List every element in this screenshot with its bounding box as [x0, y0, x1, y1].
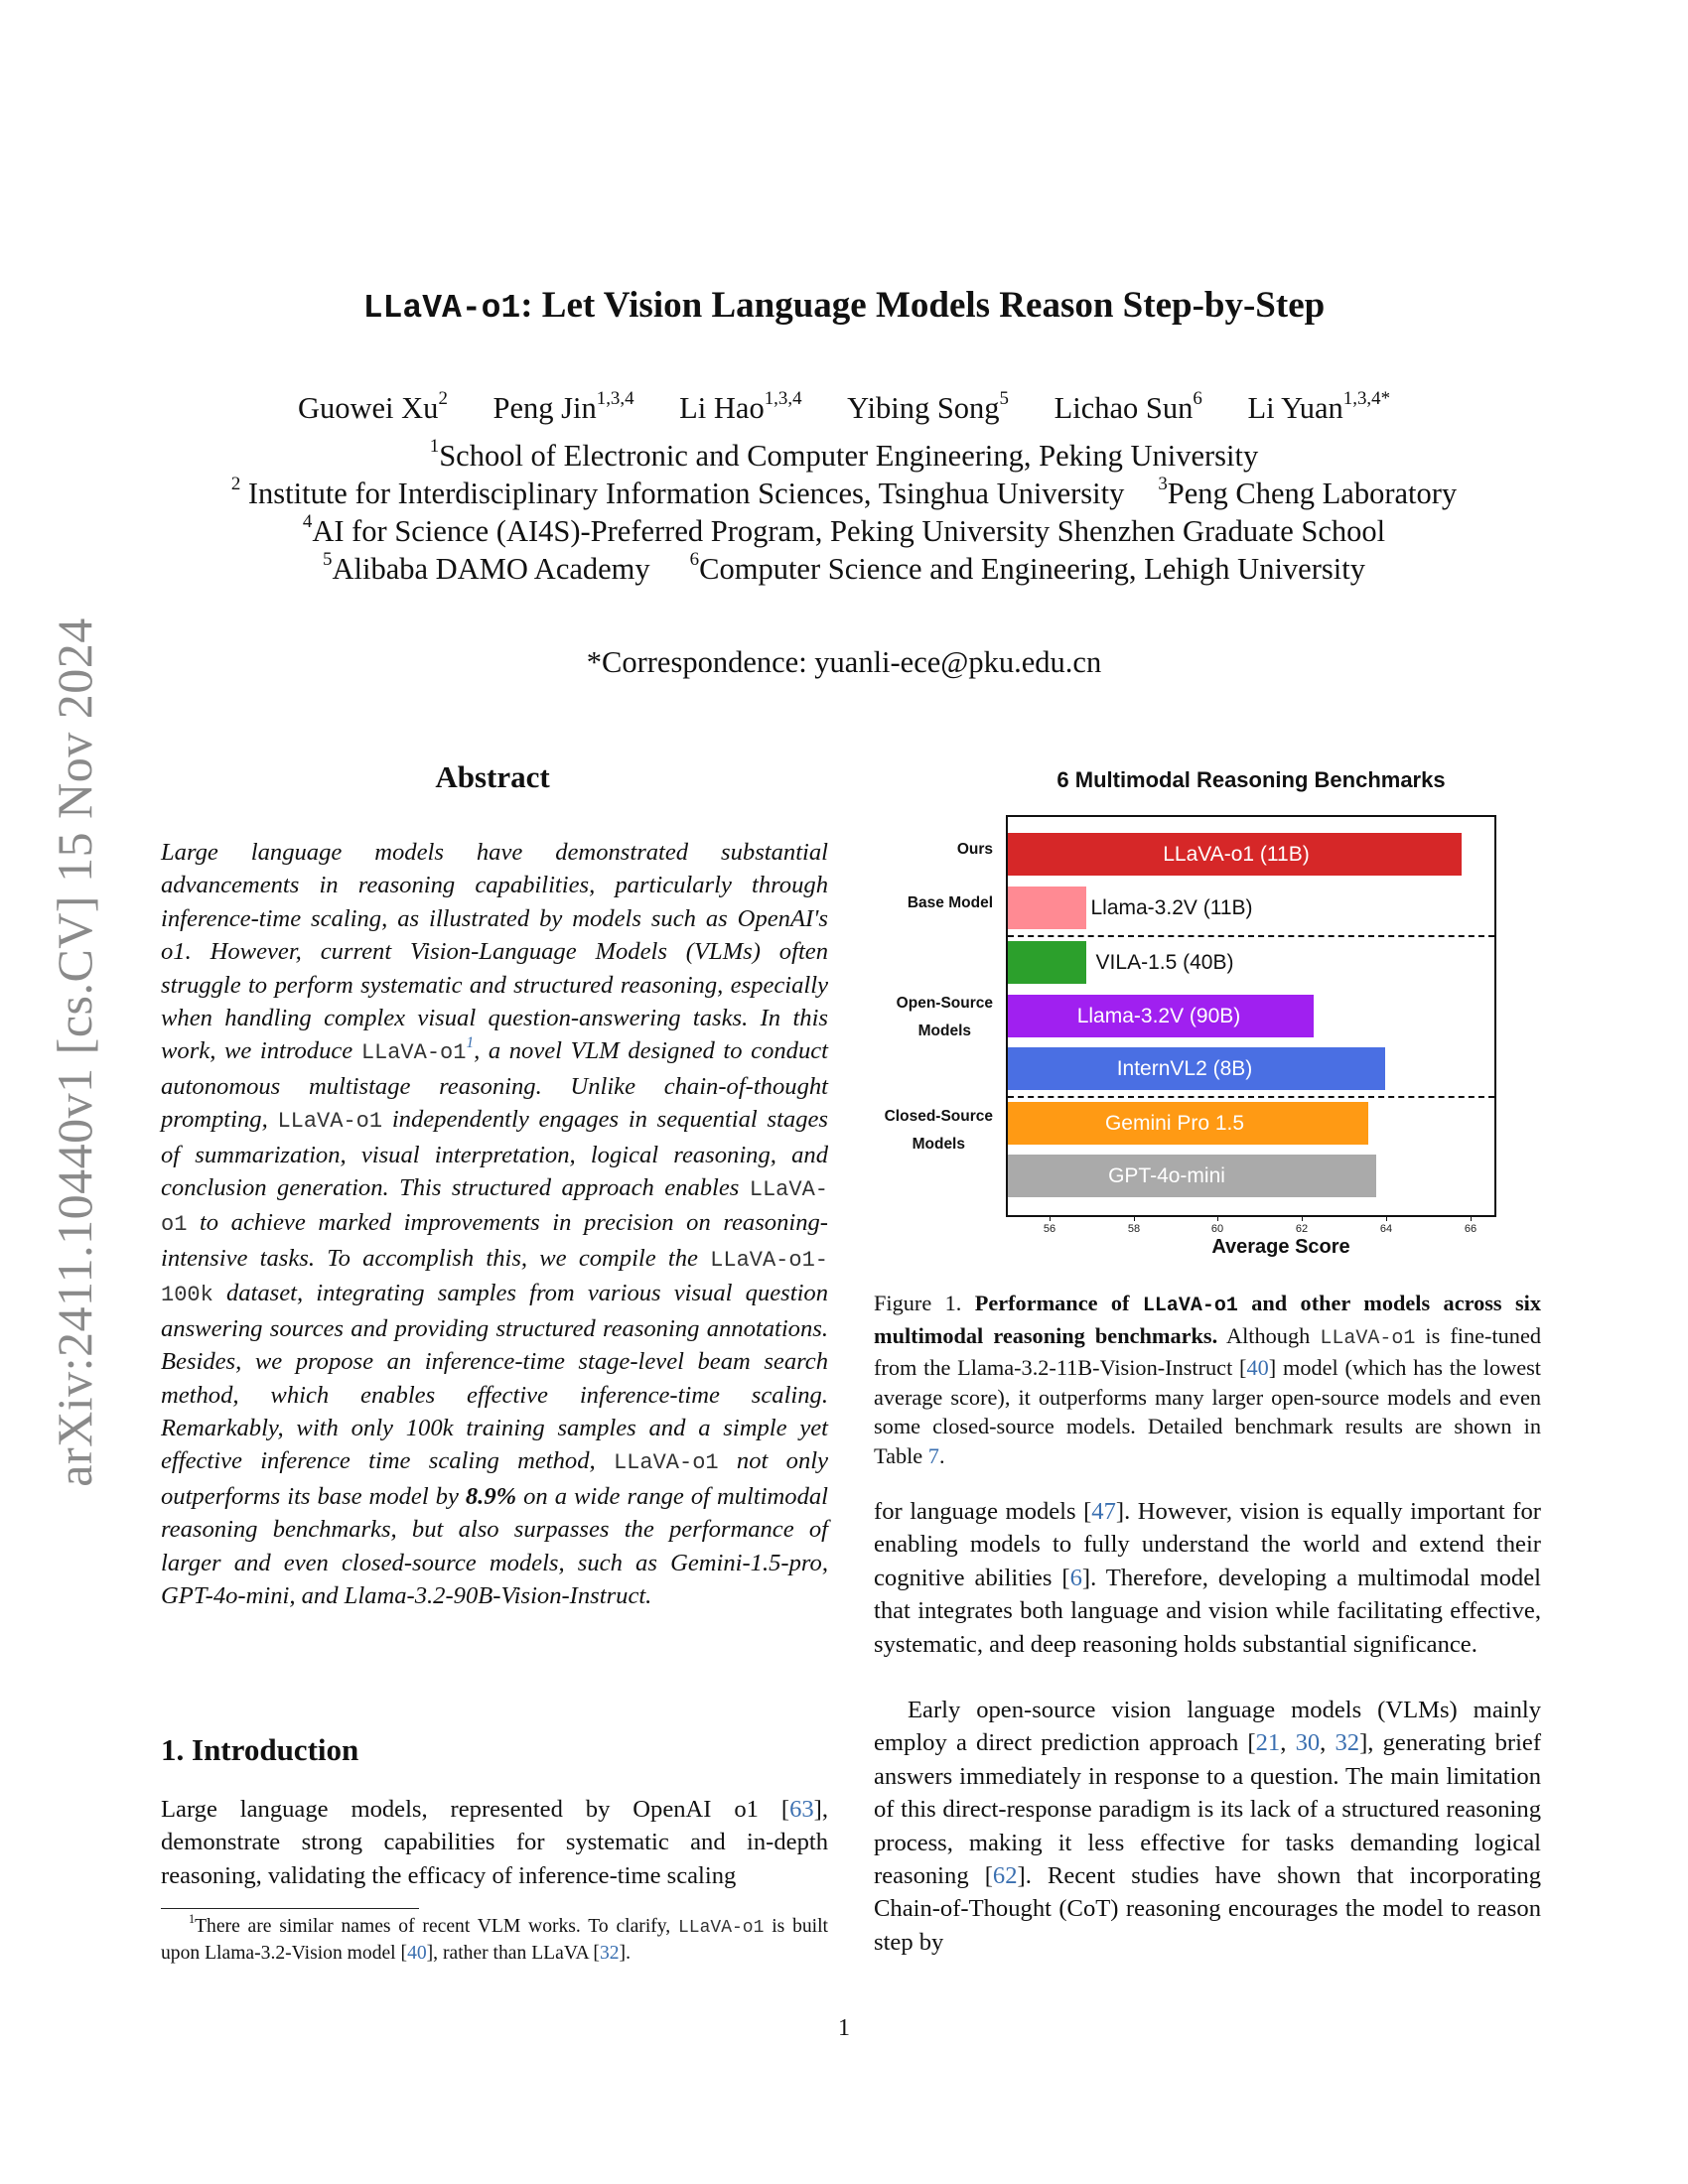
author: Peng Jin$^{1,3,4}$ — [492, 388, 634, 425]
bar-label: GPT-4o-mini — [1108, 1164, 1225, 1187]
plot-area — [1006, 815, 1496, 1217]
group-separator — [1008, 935, 1494, 937]
correspondence-email: *Correspondence: yuanli-ece@pku.edu.cn — [586, 645, 1102, 679]
group-label-base-model: Base Model — [907, 894, 993, 911]
x-tick-label: 58 — [1127, 1223, 1141, 1235]
affiliation-line: $^1$School of Electronic and Computer Engineering, Peking University — [429, 436, 1259, 473]
citation-link[interactable]: 62 — [992, 1862, 1018, 1890]
abstract-heading: Abstract — [435, 759, 550, 794]
x-tick-label: 60 — [1210, 1223, 1224, 1235]
figure-caption: Figure 1. Performance of LLaVA-o1 and other models across six multimodal reasoning benchmarks. Although LLaVA-o1 is fine-tuned from the Llama-3.2-11B-Vision-Instruct [40] model (which has the lowest average score), it outperforms many larger open-source models and even some closed-source models. Detailed benchmark results are shown in Table 7. — [874, 1291, 1541, 1468]
chart-title: 6 Multimodal Reasoning Benchmarks — [1056, 767, 1446, 792]
table-reference-link[interactable]: 7 — [927, 1442, 939, 1468]
x-tick — [1134, 1217, 1135, 1221]
citation-link[interactable]: 21 — [1255, 1729, 1281, 1757]
author: Guowei Xu$^2$ — [297, 388, 448, 425]
group-label-closed-source: Closed-Source Models — [884, 1108, 993, 1153]
x-tick-label: 56 — [1043, 1223, 1056, 1235]
paper-title: LLaVA-o1: Let Vision Language Models Reason Step-by-Step — [362, 285, 1326, 327]
group-label-open-source: Open-Source Models — [896, 995, 993, 1039]
author: Yibing Song$^5$ — [847, 388, 1009, 425]
citation-link[interactable]: 6 — [1069, 1564, 1082, 1591]
citation-link[interactable]: 32 — [1335, 1729, 1360, 1757]
footnote-link[interactable]: 1 — [466, 1033, 475, 1051]
intro-paragraph: Early open-source vision language models (VLMs) mainly employ a direct prediction approach [21, 30, 32], generating brief answers immediately in response to a question. The main limitation of this direct-response paradigm is its lack of a structured reasoning process, making it less effective for tasks demanding logical reasoning [62]. Recent studies have shown that incorporating Chain-of-Thought (CoT) reasoning encourages the model to reason step by — [874, 1697, 1542, 1956]
figure-1-bar-chart — [874, 754, 1529, 1271]
author: Lichao Sun$^6$ — [1054, 388, 1202, 425]
bar-label: Llama-3.2V (11B) — [1090, 896, 1253, 919]
citation-link[interactable]: 63 — [789, 1796, 814, 1823]
bar-label: Gemini Pro 1.5 — [1104, 1112, 1245, 1135]
x-tick-label: 66 — [1464, 1223, 1477, 1235]
bar-label: InternVL2 (8B) — [1116, 1057, 1253, 1080]
footnote-divider — [161, 1908, 419, 1909]
x-tick-label: 62 — [1295, 1223, 1309, 1235]
affiliation-line: $^4$AI for Science (AI4S)-Preferred Program, Peking University Shenzhen Graduate School — [302, 511, 1386, 548]
affiliation-line: $^2$ Institute for Interdisciplinary Information Sciences, Tsinghua University $^3$Peng Cheng Laboratory — [230, 474, 1458, 510]
arxiv-stamp: arXiv:2411.10440v1 [cs.CV] 15 Nov 2024 — [47, 617, 102, 1487]
abstract-body: Large language models have demonstrated substantial advancements in reasoning capabilities, particularly through inference-time scaling, as illustrated by models such as OpenAI's o1. However, current Vision-Language Models (VLMs) often struggle to perform systematic and structured reasoning, especially when handling complex visual question-answering tasks. In this work, we introduce LLaVA-o1$^1$, a novel VLM designed to conduct autonomous multistage reasoning. Unlike chain-of-thought prompting, LLaVA-o1 independently engages in sequential stages of summarization, visual interpretation, logical reasoning, and conclusion generation. This structured approach enables LLaVA-o1 to achieve marked improvements in precision on reasoning-intensive tasks. To accomplish this, we compile the LLaVA-o1-100k dataset, integrating samples from various visual question answering sources and providing structured reasoning annotations. Besides, we propose an inference-time stage-level beam search method, which enables effective inference-time scaling. Remarkably, with only 100k training samples and a simple yet effective inference time scaling method, LLaVA-o1 not only outperforms its base model by 8.9% on a wide range of multimodal reasoning benchmarks, but also surpasses the performance of larger and even closed-source models, such as Gemini-1.5-pro, GPT-4o-mini, and Llama-3.2-90B-Vision-Instruct. — [161, 839, 829, 1609]
section-heading-introduction: 1. Introduction — [161, 1732, 359, 1767]
citation-link[interactable]: 40 — [407, 1943, 427, 1964]
x-axis-label: Average Score — [1211, 1236, 1350, 1258]
x-tick — [1471, 1217, 1472, 1221]
title-model-name: LLaVA-o1 — [362, 290, 521, 327]
group-label-ours: Ours — [956, 841, 993, 858]
citation-link[interactable]: 32 — [599, 1943, 620, 1964]
group-separator — [1008, 1096, 1494, 1098]
intro-paragraph: Large language models, represented by OpenAI o1 [63], demonstrate strong capabilities for systematic and in-depth reasoning, validating the efficacy of inference-time scaling — [161, 1796, 828, 1889]
bar-label: Llama-3.2V (90B) — [1076, 1005, 1241, 1027]
x-tick — [1386, 1217, 1387, 1221]
citation-link[interactable]: 30 — [1295, 1729, 1321, 1757]
intro-paragraph-continued: for language models [47]. However, vision is equally important for enabling models to fully understand the world and extend their cognitive abilities [6]. Therefore, developing a multimodal model that integrates both language and vision while facilitating effective, systematic, and deep reasoning holds substantial significance. — [874, 1498, 1541, 1658]
page-number: 1 — [838, 2015, 850, 2041]
citation-link[interactable]: 40 — [1246, 1355, 1269, 1380]
x-tick — [1050, 1217, 1051, 1221]
x-tick — [1302, 1217, 1303, 1221]
author-list — [0, 388, 1688, 426]
affiliation-line: $^5$Alibaba DAMO Academy $^6$Computer Science and Engineering, Lehigh University — [323, 549, 1365, 586]
x-tick — [1217, 1217, 1218, 1221]
x-tick-label: 64 — [1379, 1223, 1393, 1235]
gain-value: 8.9% — [465, 1482, 517, 1510]
bar-label: LLaVA-o1 (11B) — [1163, 843, 1310, 866]
citation-link[interactable]: 47 — [1091, 1498, 1116, 1525]
author: Li Yuan$^{1,3,4*}$ — [1247, 388, 1391, 425]
author: Li Hao$^{1,3,4}$ — [679, 388, 802, 425]
bar-vila — [1008, 941, 1086, 984]
bar-label: VILA-1.5 (40B) — [1095, 951, 1234, 974]
bar-llama-11b — [1008, 887, 1086, 929]
footnote: $^1$There are similar names of recent VLM works. To clarify, LLaVA-o1 is built upon Llama-3.2-Vision model [40], rather than LLaVA [32]. — [161, 1911, 828, 1964]
